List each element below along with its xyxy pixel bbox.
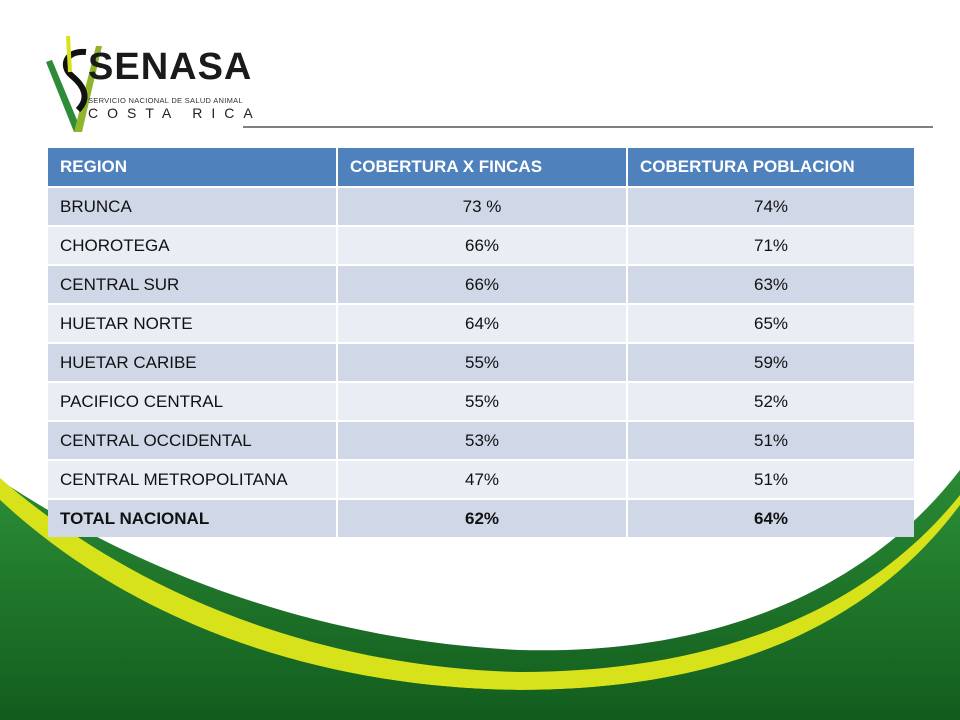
table-row bbox=[48, 226, 914, 265]
fincas-cell: 73 % bbox=[337, 187, 627, 226]
poblacion-cell: 74% bbox=[627, 187, 914, 226]
fincas-cell: 66% bbox=[337, 265, 627, 304]
poblacion-cell: 59% bbox=[627, 343, 914, 382]
region-cell: HUETAR NORTE bbox=[48, 304, 337, 343]
fincas-cell: 62% bbox=[337, 499, 627, 537]
fincas-cell: 64% bbox=[337, 304, 627, 343]
table-row bbox=[48, 343, 914, 382]
fincas-cell: 55% bbox=[337, 382, 627, 421]
region-cell: CENTRAL OCCIDENTAL bbox=[48, 421, 337, 460]
logo-country: COSTA RICA bbox=[88, 105, 262, 121]
region-cell: CHOROTEGA bbox=[48, 226, 337, 265]
table-row bbox=[48, 421, 914, 460]
header-divider bbox=[243, 126, 933, 128]
column-header-region: REGION bbox=[48, 148, 337, 187]
region-cell: HUETAR CARIBE bbox=[48, 343, 337, 382]
coverage-table bbox=[48, 148, 914, 537]
table-header-row bbox=[48, 148, 914, 187]
table-row bbox=[48, 382, 914, 421]
region-cell: CENTRAL SUR bbox=[48, 265, 337, 304]
poblacion-cell: 51% bbox=[627, 460, 914, 499]
column-header-fincas: COBERTURA X FINCAS bbox=[337, 148, 627, 187]
fincas-cell: 53% bbox=[337, 421, 627, 460]
table-row bbox=[48, 304, 914, 343]
logo-wordmark: SENASA bbox=[88, 46, 253, 88]
fincas-cell: 66% bbox=[337, 226, 627, 265]
poblacion-cell: 71% bbox=[627, 226, 914, 265]
table-total-row bbox=[48, 499, 914, 537]
region-cell: BRUNCA bbox=[48, 187, 337, 226]
poblacion-cell: 52% bbox=[627, 382, 914, 421]
poblacion-cell: 65% bbox=[627, 304, 914, 343]
region-cell: CENTRAL METROPOLITANA bbox=[48, 460, 337, 499]
poblacion-cell: 64% bbox=[627, 499, 914, 537]
table-row bbox=[48, 265, 914, 304]
fincas-cell: 47% bbox=[337, 460, 627, 499]
region-cell: TOTAL NACIONAL bbox=[48, 499, 337, 537]
poblacion-cell: 51% bbox=[627, 421, 914, 460]
fincas-cell: 55% bbox=[337, 343, 627, 382]
logo-subtitle: SERVICIO NACIONAL DE SALUD ANIMAL bbox=[88, 96, 243, 105]
poblacion-cell: 63% bbox=[627, 265, 914, 304]
column-header-poblacion: COBERTURA POBLACION bbox=[627, 148, 914, 187]
region-cell: PACIFICO CENTRAL bbox=[48, 382, 337, 421]
table-row bbox=[48, 460, 914, 499]
table-row bbox=[48, 187, 914, 226]
